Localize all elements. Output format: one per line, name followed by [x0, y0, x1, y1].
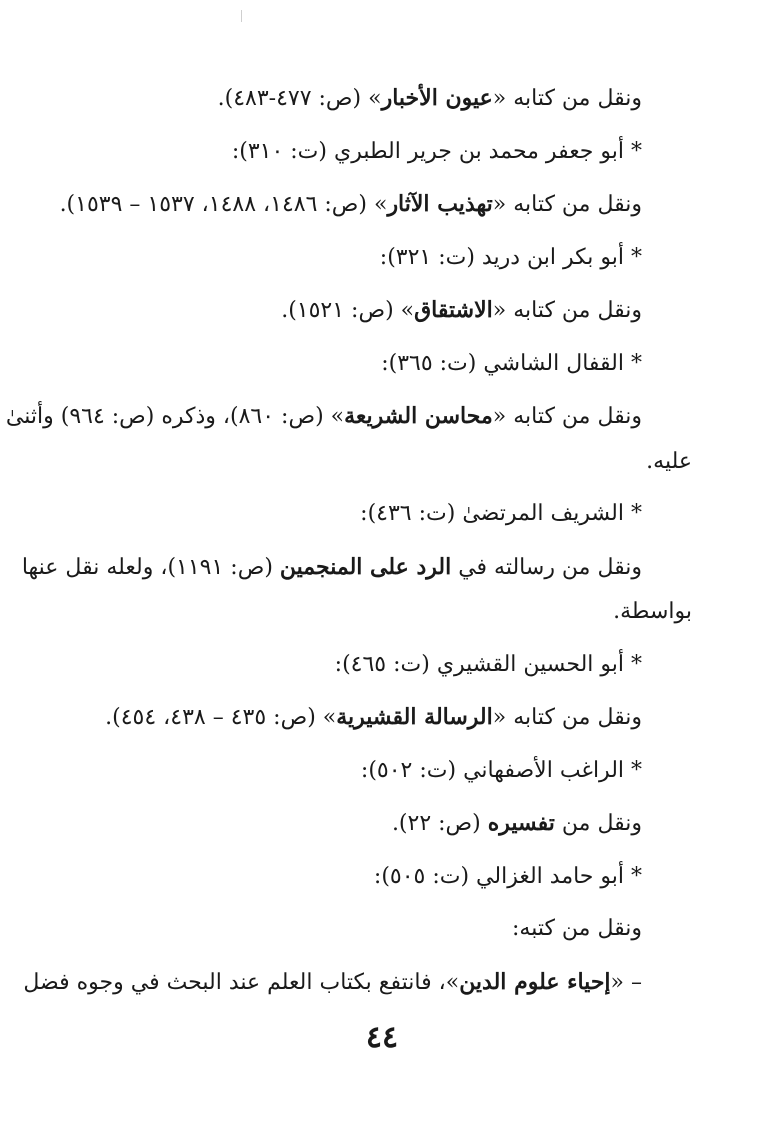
text-line-12: * أبو الحسين القشيري (ت: ٤٦٥): — [334, 651, 642, 677]
text-line-3: ونقل من كتابه «تهذيب الآثار» (ص: ١٤٨٦، ١٤٨٨، ١٥٣٧ – ١٥٣٩). — [59, 191, 642, 217]
text-line-15: ونقل من تفسيره (ص: ٢٢). — [391, 810, 642, 836]
text-line-13: ونقل من كتابه «الرسالة القشيرية» (ص: ٤٣٥ – ٤٣٨، ٤٥٤). — [105, 704, 642, 730]
text-line-18: – «إحياء علوم الدين»، فانتفع بكتاب العلم عند البحث في وجوه فضل — [23, 968, 642, 995]
text-line-2: * أبو جعفر محمد بن جرير الطبري (ت: ٣١٠): — [231, 138, 642, 164]
text-line-11: بواسطة. — [613, 599, 692, 624]
page-body — [5, 72, 692, 1009]
text-line-17: ونقل من كتبه: — [511, 916, 642, 941]
text-line-6: * القفال الشاشي (ت: ٣٦٥): — [381, 350, 642, 376]
text-line-16: * أبو حامد الغزالي (ت: ٥٠٥): — [373, 863, 642, 889]
page-number: ٤٤ — [365, 1020, 399, 1055]
text-line-5: ونقل من كتابه «الاشتقاق» (ص: ١٥٢١). — [281, 297, 642, 323]
text-line-10: ونقل من رسالته في الرد على المنجمين (ص: ١١٩١)، ولعله نقل عنها — [21, 553, 642, 580]
text-line-14: * الراغب الأصفهاني (ت: ٥٠٢): — [360, 757, 642, 783]
scan-mark — [241, 10, 242, 22]
text-line-1: ونقل من كتابه «عيون الأخبار» (ص: ٤٧٧-٤٨٣). — [217, 85, 642, 111]
text-line-9: * الشريف المرتضىٰ (ت: ٤٣٦): — [360, 501, 642, 526]
text-line-4: * أبو بكر ابن دريد (ت: ٣٢١): — [379, 244, 642, 270]
text-line-7: ونقل من كتابه «محاسن الشريعة» (ص: ٨٦٠)، وذكره (ص: ٩٦٤) وأثنىٰ — [5, 403, 642, 429]
text-line-8: عليه. — [646, 448, 692, 474]
